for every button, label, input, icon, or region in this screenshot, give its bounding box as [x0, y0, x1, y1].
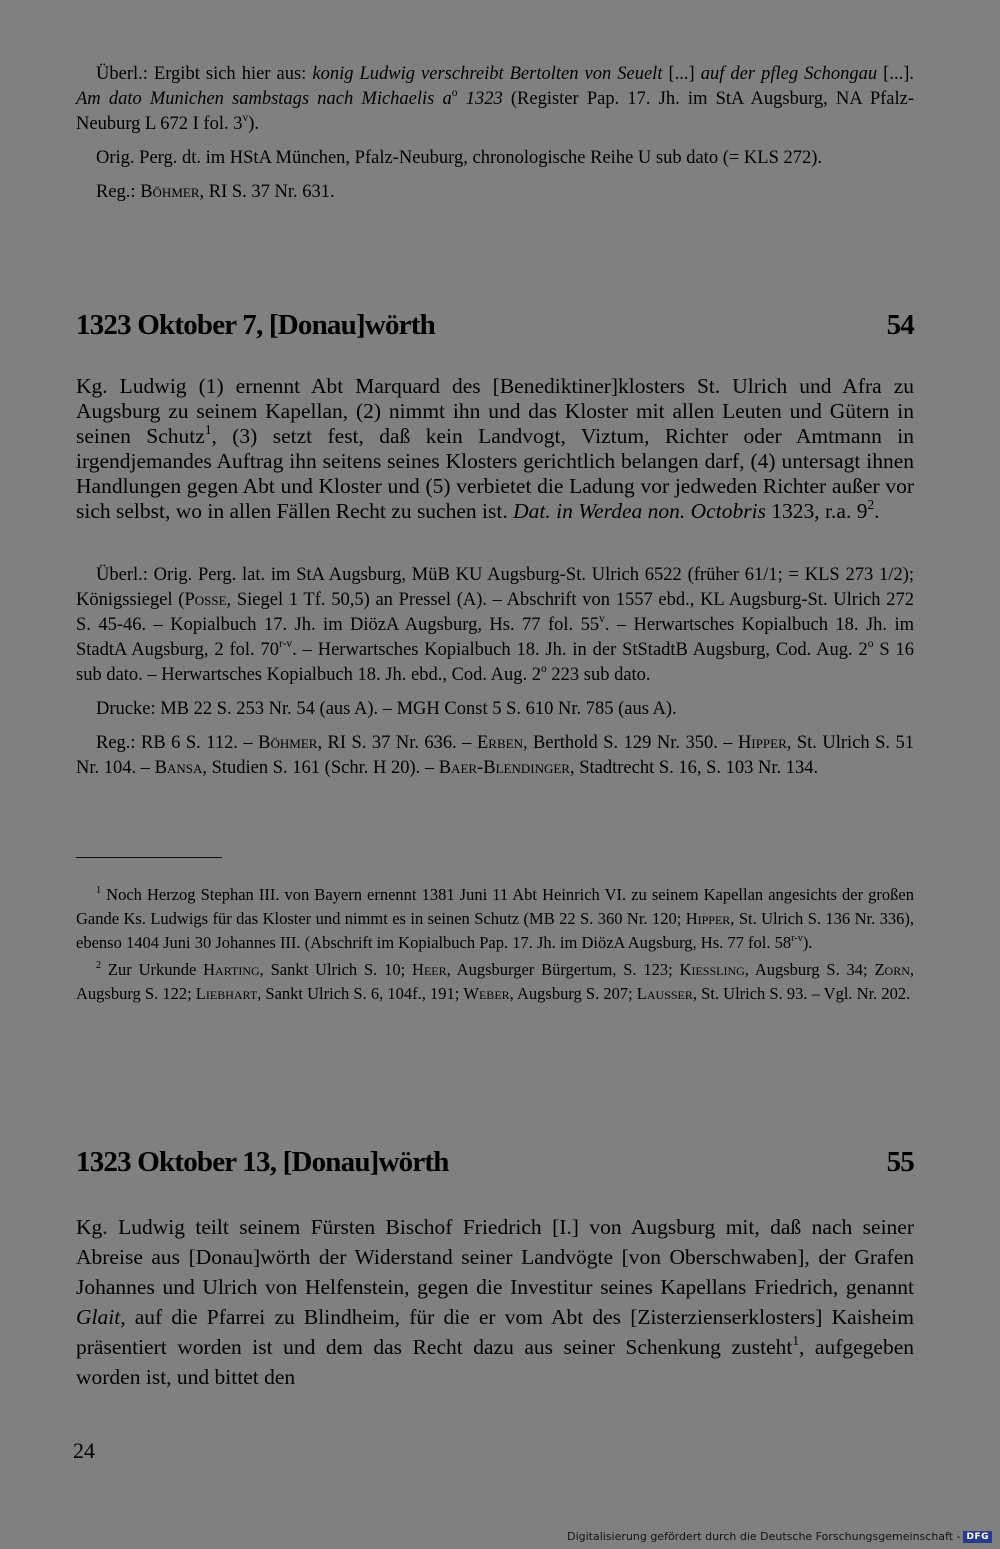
author-name: Lausser — [636, 984, 693, 1003]
text: , Augsburg S. 207; — [509, 984, 637, 1003]
footnote-1 — [76, 883, 914, 955]
footnote-2 — [76, 958, 914, 1006]
text: Überl.: Ergibt sich hier aus: — [96, 64, 313, 84]
entry-number: 54 — [886, 309, 914, 341]
regesten-paragraph — [76, 731, 914, 781]
author-name: Hipper — [685, 909, 731, 928]
text: Kg. Ludwig (1) ernennt Abt Marquard des [Benediktiner]klosters St. Ulrich und Afra zu Augsburg zu seinem Kapellan, (2) nimmt ihn und das Kloster mit allen Leuten und Gütern in seinen Schutz — [76, 374, 914, 448]
text: , RI S. 37 Nr. 636. – — [317, 733, 477, 753]
text: [...]. — [877, 64, 914, 84]
text: . – Herwartsches Kopialbuch 18. Jh. in der StStadtB Augsburg, Cod. Aug. 2 — [292, 640, 868, 660]
text: 1323, r.a. 9 — [765, 499, 868, 523]
author-name: Posse — [184, 590, 227, 610]
text: Überl.: Orig. Perg. lat. im StA Augsburg, MüB KU Augsburg-St. Ulrich 6522 (früher 61/1; = KLS 273 1/2); Königssiegel ( — [76, 565, 914, 610]
footnotes — [76, 883, 914, 1006]
text: , Augsburg S. 122; — [76, 960, 915, 1003]
ueberlieferung-paragraph — [76, 563, 914, 688]
text: , Augsburg S. 34; — [744, 960, 875, 979]
text: , St. Ulrich S. 93. – Vgl. Nr. 202. — [692, 984, 911, 1003]
original-paragraph: Orig. Perg. dt. im HStA München, Pfalz-Neuburg, chronologische Reihe U sub dato (= KLS 272). — [96, 148, 823, 168]
italic-text: konig Ludwig verschreibt Bertolten von Seuelt — [312, 64, 663, 84]
text: , Augsburger Bürgertum, S. 123; — [446, 960, 680, 979]
text: , Sankt Ulrich S. 10; — [259, 960, 413, 979]
text: . — [874, 499, 880, 523]
superscript: r-v — [278, 638, 293, 651]
author-name: Zorn — [874, 960, 910, 979]
footnote-number: 1 — [96, 885, 102, 896]
text: [...] — [662, 64, 701, 84]
text: Kg. Ludwig teilt seinem Fürsten Bischof Friedrich [I.] von Augsburg mit, daß nach seiner Abreise aus [Donau]wörth der Widerstand seiner Landvögte [von Oberschwaben], der Grafen Johannes und Ulrich von Helfenstein, gegen die Investitur seines Kapellans Friedrich, genannt — [76, 1215, 914, 1299]
author-name: Bansa — [154, 758, 203, 778]
regest-text — [76, 1212, 914, 1392]
text: , Studien S. 161 (Schr. H 20). – — [202, 758, 439, 778]
italic-text: 1323 — [457, 89, 503, 109]
author-name: Böhmer — [258, 733, 318, 753]
text: 223 sub dato. — [546, 665, 651, 685]
text: , auf die Pfarrei zu Blindheim, für die er vom Abt des [Zisterzienserklosters] Kaisheim präsentiert worden ist und dem das Recht dazu aus seiner Schenkung zusteht — [76, 1305, 914, 1359]
superscript: o — [541, 663, 547, 676]
text: Noch Herzog Stephan III. von Bayern ernennt 1381 Juni 11 Abt Heinrich VI. zu seinem Kapellan angesichts der großen Gande Ks. Ludwigs für das Kloster und nimmt es in seinen Schutz (MB 22 S. 360 Nr. 120; — [76, 885, 914, 928]
credit-text: Digitalisierung gefördert durch die Deutsche Forschungsgemeinschaft - — [567, 1530, 961, 1543]
author-name: Heer — [412, 960, 447, 979]
page-number: 24 — [73, 1438, 95, 1463]
text: Zur Urkunde — [101, 960, 204, 979]
footnote-ref: 1 — [792, 1333, 800, 1349]
regest-text — [76, 374, 914, 524]
superscript: v — [242, 112, 249, 125]
text: . – Herwartsches Kopialbuch 18. Jh. im StadtA Augsburg, 2 fol. 70 — [76, 615, 914, 660]
text: , RI S. 37 Nr. 631. — [199, 182, 335, 202]
text: ). — [802, 933, 813, 952]
text: , Stadtrecht S. 16, S. 103 Nr. 134. — [569, 758, 819, 778]
entry-54-notes — [76, 563, 914, 781]
regesten-paragraph — [76, 180, 914, 205]
italic-text: Dat. in Werdea non. Octobris — [513, 499, 766, 523]
digitization-credit — [567, 1530, 992, 1543]
superscript: o — [451, 87, 458, 100]
entry-number: 55 — [886, 1146, 914, 1178]
author-name: Liebhart — [195, 984, 258, 1003]
superscript: o — [867, 638, 874, 651]
author-name: Baer-Blendinger — [438, 758, 570, 778]
italic-text: Glait — [76, 1305, 121, 1329]
author-name: Erben — [476, 733, 523, 753]
text: , Siegel 1 Tf. 50,5) an Pressel (A). – Abschrift von 1557 ebd., KL Augsburg-St. Ulrich 272 S. 45-46. – Kopialbuch 17. Jh. im DiözA Augsburg, Hs. 77 fol. 55 — [76, 590, 914, 635]
text: , St. Ulrich S. 51 Nr. 104. – — [76, 733, 914, 778]
text: Reg.: — [96, 182, 141, 202]
entry-title: 1323 Oktober 13, [Donau]wörth — [76, 1146, 449, 1178]
text: , Berthold S. 129 Nr. 350. – — [522, 733, 739, 753]
entry-heading-54 — [76, 309, 914, 342]
text: (Register Pap. 17. Jh. im StA Augsburg, NA Pfalz-Neuburg L 672 I fol. 3 — [76, 89, 915, 134]
text: , aufgegeben worden ist, und bittet den — [76, 1335, 914, 1389]
author-name: Kiessling — [679, 960, 745, 979]
text: Reg.: RB 6 S. 112. – — [96, 733, 259, 753]
author-name: Hipper — [738, 733, 787, 753]
text: , St. Ulrich S. 136 Nr. 336), ebenso 1404 Juni 30 Johannes III. (Abschrift im Kopialbuch Pap. 17. Jh. im DiözA Augsburg, Hs. 77 fol. 58 — [76, 909, 914, 952]
entry-heading-55 — [76, 1146, 914, 1179]
footnote-separator — [76, 857, 222, 858]
superscript: r-v — [791, 933, 803, 944]
text: , Sankt Ulrich S. 6, 104f., 191; — [257, 984, 464, 1003]
entry-55-regest — [76, 1212, 914, 1392]
previous-entry-notes — [76, 62, 914, 205]
text: ). — [248, 114, 260, 134]
ueberlieferung-paragraph — [76, 62, 914, 137]
italic-text: Am dato Munichen sambstags nach Michaelis a — [76, 89, 452, 109]
text: , (3) setzt fest, daß kein Landvogt, Viztum, Richter oder Amtmann in irgendjemandes Auftrag ihn seitens seines Klosters gerichtlich belangen darf, (4) untersagt ihnen Handlungen gegen Abt und Kloster und (5) verbietet die Ladung vor jedweden Richter außer vor sich selbst, wo in allen Fällen Recht zu suchen ist. — [76, 424, 914, 523]
footnote-ref: 2 — [867, 497, 875, 513]
superscript: v — [599, 613, 605, 626]
italic-text: auf der pfleg Schongau — [700, 64, 878, 84]
footnote-number: 2 — [96, 960, 102, 971]
entry-54-regest — [76, 374, 914, 524]
author-name: Weber — [463, 984, 510, 1003]
text: S 16 sub dato. – Herwartsches Kopialbuch 18. Jh. ebd., Cod. Aug. 2 — [76, 640, 914, 685]
drucke-paragraph: Drucke: MB 22 S. 253 Nr. 54 (aus A). – MGH Const 5 S. 610 Nr. 785 (aus A). — [96, 699, 677, 719]
entry-title: 1323 Oktober 7, [Donau]wörth — [76, 309, 435, 341]
author-name: Böhmer — [140, 182, 200, 202]
footnote-ref: 1 — [204, 422, 212, 438]
dfg-logo-icon: DFG — [963, 1531, 992, 1543]
author-name: Harting — [203, 960, 260, 979]
